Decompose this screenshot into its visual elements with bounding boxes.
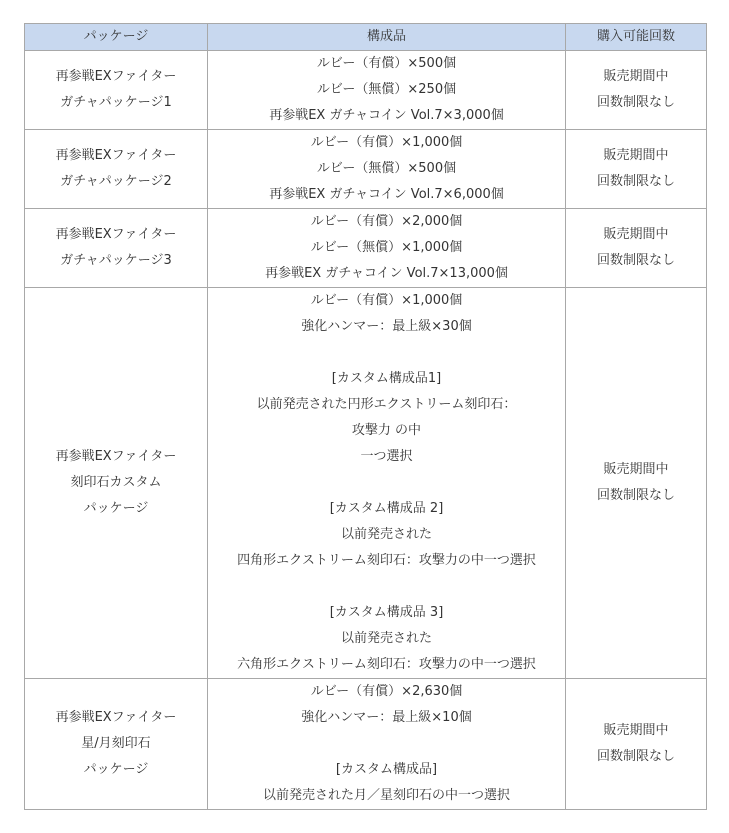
table-row (25, 130, 707, 209)
content-line: 再参戦EX ガチャコイン Vol.7×13,000個 (265, 266, 508, 281)
content-line: 以前発売された円形エクストリーム刻印石： (256, 397, 517, 412)
contents-cell (208, 130, 566, 209)
content-line: ルビー（有償）×2,000個 (310, 214, 463, 229)
content-line: ルビー（無償）×250個 (316, 82, 457, 97)
package-cell (25, 209, 208, 288)
limit-line: 回数制限なし (596, 253, 675, 268)
header-contents: 構成品 (208, 24, 566, 51)
package-name-line: 再参戦EXファイター (55, 148, 177, 163)
package-name-line: 再参戦EXファイター (55, 69, 177, 84)
package-name-line: 刻印石カスタム (70, 475, 162, 490)
limit-line: 販売期間中 (603, 227, 669, 242)
limit-cell (566, 51, 707, 130)
content-line: 一つ選択 (360, 449, 413, 464)
package-name-line: 再参戦EXファイター (55, 710, 177, 725)
header-package: パッケージ (25, 24, 208, 51)
blank-line (212, 731, 561, 757)
limit-line: 回数制限なし (596, 488, 675, 503)
package-table-container (24, 23, 707, 810)
content-line: 四角形エクストリーム刻印石：攻撃力の中一つ選択 (237, 553, 536, 568)
package-name-line: パッケージ (83, 501, 149, 516)
content-line: 強化ハンマー：最上級×10個 (301, 710, 472, 725)
package-cell (25, 288, 208, 679)
content-line: ルビー（無償）×1,000個 (310, 240, 463, 255)
content-line: ルビー（有償）×1,000個 (310, 293, 463, 308)
limit-line: 販売期間中 (603, 69, 669, 84)
limit-line: 回数制限なし (596, 174, 675, 189)
limit-line: 回数制限なし (596, 749, 675, 764)
blank-line (212, 470, 561, 496)
limit-line: 販売期間中 (603, 462, 669, 477)
content-line: [カスタム構成品 2] (329, 501, 444, 516)
content-line: 再参戦EX ガチャコイン Vol.7×6,000個 (269, 187, 504, 202)
package-name-line: 再参戦EXファイター (55, 449, 177, 464)
content-line: 以前発売された (340, 527, 432, 542)
package-cell (25, 679, 208, 810)
content-line: 以前発売された (340, 631, 432, 646)
contents-cell (208, 51, 566, 130)
table-row (25, 288, 707, 679)
content-line: ルビー（有償）×2,630個 (310, 684, 463, 699)
blank-line (212, 574, 561, 600)
content-line: 以前発売された月／星刻印石の中一つ選択 (262, 788, 510, 803)
package-name-line: パッケージ (83, 762, 149, 777)
limit-line: 販売期間中 (603, 148, 669, 163)
package-name-line: ガチャパッケージ2 (60, 174, 172, 189)
table-header-row (25, 24, 707, 51)
header-purchase-limit: 購入可能回数 (566, 24, 707, 51)
package-cell (25, 130, 208, 209)
table-row (25, 679, 707, 810)
content-line: 六角形エクストリーム刻印石：攻撃力の中一つ選択 (237, 657, 536, 672)
limit-line: 回数制限なし (596, 95, 675, 110)
table-row (25, 209, 707, 288)
package-name-line: 再参戦EXファイター (55, 227, 177, 242)
content-line: [カスタム構成品1] (331, 371, 442, 386)
content-line: 再参戦EX ガチャコイン Vol.7×3,000個 (269, 108, 504, 123)
package-cell (25, 51, 208, 130)
table-row (25, 51, 707, 130)
content-line: ルビー（有償）×500個 (316, 56, 457, 71)
package-name-line: ガチャパッケージ3 (60, 253, 172, 268)
content-line: 攻撃力 の中 (351, 423, 422, 438)
package-name-line: ガチャパッケージ1 (60, 95, 172, 110)
content-line: 強化ハンマー：最上級×30個 (301, 319, 472, 334)
limit-line: 販売期間中 (603, 723, 669, 738)
limit-cell (566, 679, 707, 810)
blank-line (212, 340, 561, 366)
limit-cell (566, 130, 707, 209)
contents-cell (208, 679, 566, 810)
content-line: ルビー（無償）×500個 (316, 161, 457, 176)
contents-cell (208, 288, 566, 679)
package-name-line: 星/月刻印石 (81, 736, 151, 751)
contents-cell (208, 209, 566, 288)
limit-cell (566, 288, 707, 679)
content-line: [カスタム構成品] (335, 762, 438, 777)
content-line: [カスタム構成品 3] (329, 605, 444, 620)
content-line: ルビー（有償）×1,000個 (310, 135, 463, 150)
limit-cell (566, 209, 707, 288)
package-table (24, 23, 707, 810)
